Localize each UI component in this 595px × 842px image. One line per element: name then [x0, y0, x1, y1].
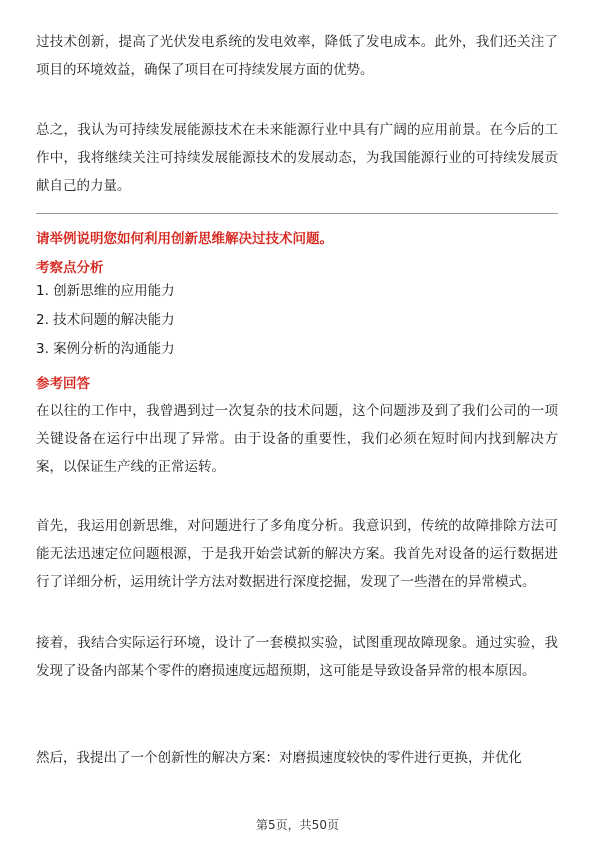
list-item: 3. 案例分析的沟通能力 — [36, 341, 175, 357]
section-divider — [36, 213, 558, 214]
analysis-list — [36, 282, 175, 369]
page-number: 第5页，共50页 — [256, 818, 339, 832]
list-item: 1. 创新思维的应用能力 — [36, 283, 175, 299]
answer-paragraph: 在以往的工作中，我曾遇到过一次复杂的技术问题，这个问题涉及到了我们公司的一项关键设备在运行中出现了异常。由于设备的重要性，我们必须在短时间内找到解决方案，以保证生产线的正常运转。 — [36, 403, 558, 475]
analysis-heading: 考察点分析 — [36, 260, 104, 276]
answer-paragraph: 首先，我运用创新思维，对问题进行了多角度分析。我意识到，传统的故障排除方法可能无法迅速定位问题根源，于是我开始尝试新的解决方案。我首先对设备的运行数据进行了详细分析，运用统计学方法对数据进行深度挖掘，发现了一些潜在的异常模式。 — [36, 518, 558, 590]
question-title: 请举例说明您如何利用创新思维解决过技术问题。 — [36, 231, 333, 247]
answer-paragraph: 接着，我结合实际运行环境，设计了一套模拟实验，试图重现故障现象。通过实验，我发现了设备内部某个零件的磨损速度远超预期，这可能是导致设备异常的根本原因。 — [36, 635, 558, 679]
answer-paragraph: 然后，我提出了一个创新性的解决方案：对磨损速度较快的零件进行更换，并优化 — [36, 750, 522, 766]
paragraph-continued: 过技术创新，提高了光伏发电系统的发电效率，降低了发电成本。此外，我们还关注了项目的环境效益，确保了项目在可持续发展方面的优势。 — [36, 34, 558, 78]
list-item: 2. 技术问题的解决能力 — [36, 312, 175, 328]
answer-heading: 参考回答 — [36, 376, 90, 392]
paragraph-conclusion: 总之，我认为可持续发展能源技术在未来能源行业中具有广阔的应用前景。在今后的工作中，我将继续关注可持续发展能源技术的发展动态，为我国能源行业的可持续发展贡献自己的力量。 — [36, 122, 558, 194]
